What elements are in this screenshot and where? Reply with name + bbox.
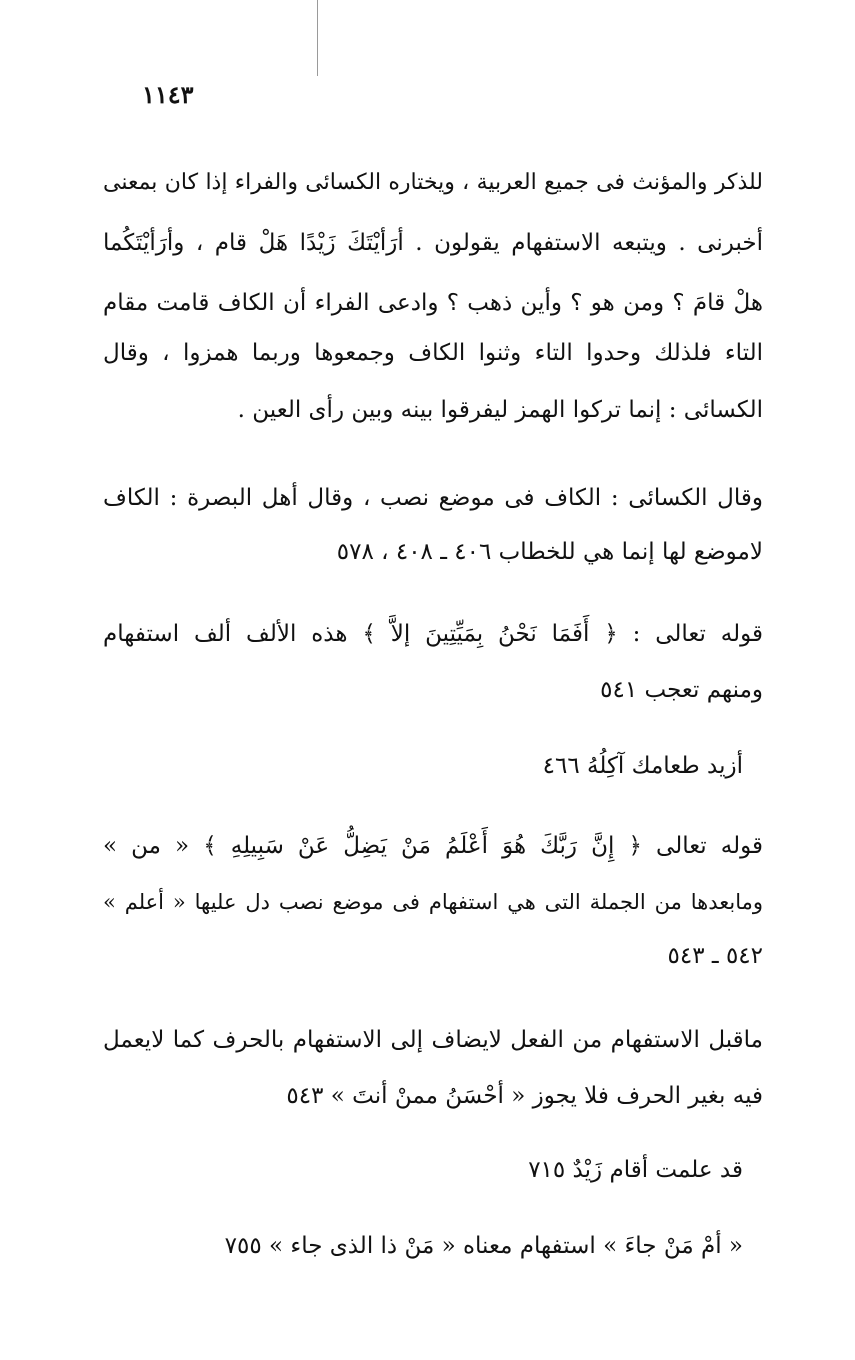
gutter-rule xyxy=(317,0,318,76)
text-line: الكسائى : إنما تركوا الهمز ليفرقوا بينه وبين رأى العين . xyxy=(237,397,763,423)
text-line: ومابعدها من الجملة التى هي استفهام فى موضع نصب دل عليها « أعلم » xyxy=(103,890,763,914)
text-line: قوله تعالى ﴿ إِنَّ رَبَّكَ هُوَ أَعْلَمُ مَنْ يَضِلُّ عَنْ سَبِيلِهِ ﴾ « من » xyxy=(103,833,763,859)
text-line: للذكر والمؤنث فى جميع العربية ، ويختاره الكسائى والفراء إذا كان بمعنى xyxy=(103,170,763,195)
text-line: أزيد طعامك آكِلُهُ ٤٦٦ xyxy=(542,753,743,779)
text-line: فيه بغير الحرف فلا يجوز « أحْسَنُ ممنْ أنتَ » ٥٤٣ xyxy=(286,1083,763,1109)
text-line: قوله تعالى : ﴿ أَفَمَا نَحْنُ بِمَيِّتِينَ إلاَّ ﴾ هذه الألف ألف استفهام xyxy=(103,621,763,647)
text-line: لاموضع لها إنما هي للخطاب ٤٠٦ ـ ٤٠٨ ، ٥٧٨ xyxy=(336,539,763,565)
text-line: ٥٤٢ ـ ٥٤٣ xyxy=(667,943,763,969)
text-line: قد علمت أقام زَيْدٌ ٧١٥ xyxy=(528,1157,743,1183)
text-line: ومنهم تعجب ٥٤١ xyxy=(600,677,763,703)
text-line: « أمْ مَنْ جاءَ » استفهام معناه « مَنْ ذا الذى جاء » ٧٥٥ xyxy=(224,1233,743,1259)
text-line: التاء فلذلك وحدوا التاء وثنوا الكاف وجمعوها وربما همزوا ، وقال xyxy=(103,340,763,366)
text-line: هلْ قامَ ؟ ومن هو ؟ وأين ذهب ؟ وادعى الفراء أن الكاف قامت مقام xyxy=(103,290,763,316)
text-line: أخبرنى . ويتبعه الاستفهام يقولون . أرَأيْتَكَ زَيْدًا هَلْ قام ، وأرَأيْتَكُما xyxy=(103,230,763,256)
page-number: ١١٤٣ xyxy=(142,80,194,109)
text-line: ماقبل الاستفهام من الفعل لايضاف إلى الاستفهام بالحرف كما لايعمل xyxy=(103,1027,763,1053)
text-line: وقال الكسائى : الكاف فى موضع نصب ، وقال أهل البصرة : الكاف xyxy=(103,485,763,511)
